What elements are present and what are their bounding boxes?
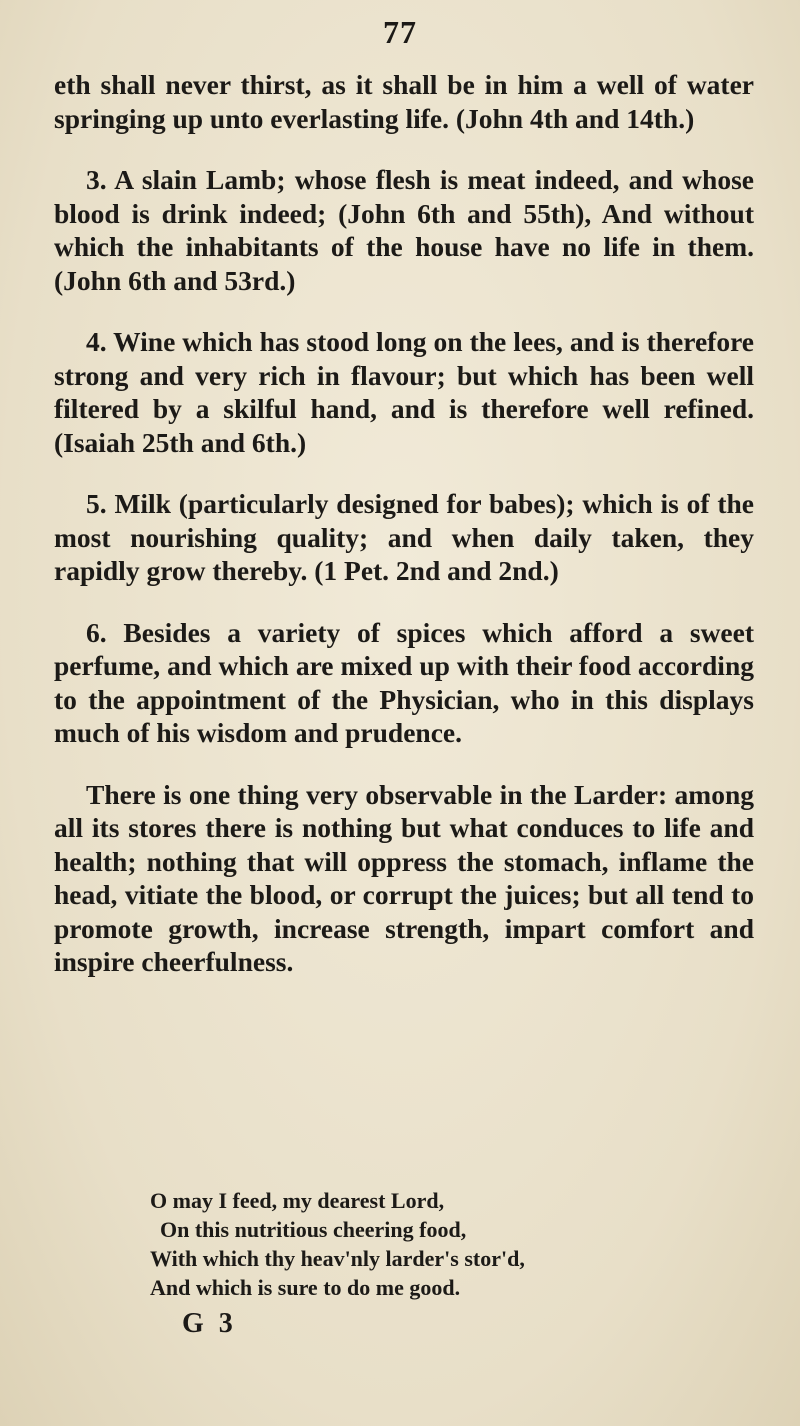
verse-line: O may I feed, my dearest Lord,	[150, 1188, 445, 1213]
paragraph-item-3: 3. A slain Lamb; whose flesh is meat indeed, and whose blood is drink indeed; (John 6th and 55th), And without which the inhabitants of the house have no life in them. (John 6th and 53rd.)	[54, 164, 754, 296]
verse-line: With which thy heav'nly larder's stor'd,	[150, 1246, 525, 1271]
paragraph-item-6: 6. Besides a variety of spices which afford a sweet perfume, and which are mixed up with their food according to the appointment of the Physician, who in this displays much of his wisdom and prudence.	[54, 616, 754, 748]
body-text	[54, 68, 754, 1007]
verse-line: And which is sure to do me good.	[150, 1275, 461, 1300]
page-number: 77	[383, 14, 417, 50]
verse-line: On this nutritious cheering food,	[160, 1217, 467, 1242]
paragraph-larder: There is one thing very observable in the Larder: among all its stores there is nothing but what conduces to life and health; nothing that will oppress the stomach, inflame the head, vitiate the blood, or corrupt the juices; but all tend to promote growth, increase strength, impart comfort and inspire cheerfulness.	[54, 778, 754, 977]
paragraph-item-4: 4. Wine which has stood long on the lees, and is therefore strong and very rich in flavour; but which has been well filtered by a skilful hand, and is therefore well refined. (Isaiah 25th and 6th.)	[54, 326, 754, 458]
closing-verse	[150, 1186, 710, 1302]
signature-mark: G 3	[182, 1308, 237, 1339]
paragraph-continuation: eth shall never thirst, as it shall be in him a well of water springing up unto everlasting life. (John 4th and 14th.)	[54, 69, 754, 134]
paragraph-item-5: 5. Milk (particularly designed for babes); which is of the most nourishing quality; and when daily taken, they rapidly grow thereby. (1 Pet. 2nd and 2nd.)	[54, 488, 754, 586]
